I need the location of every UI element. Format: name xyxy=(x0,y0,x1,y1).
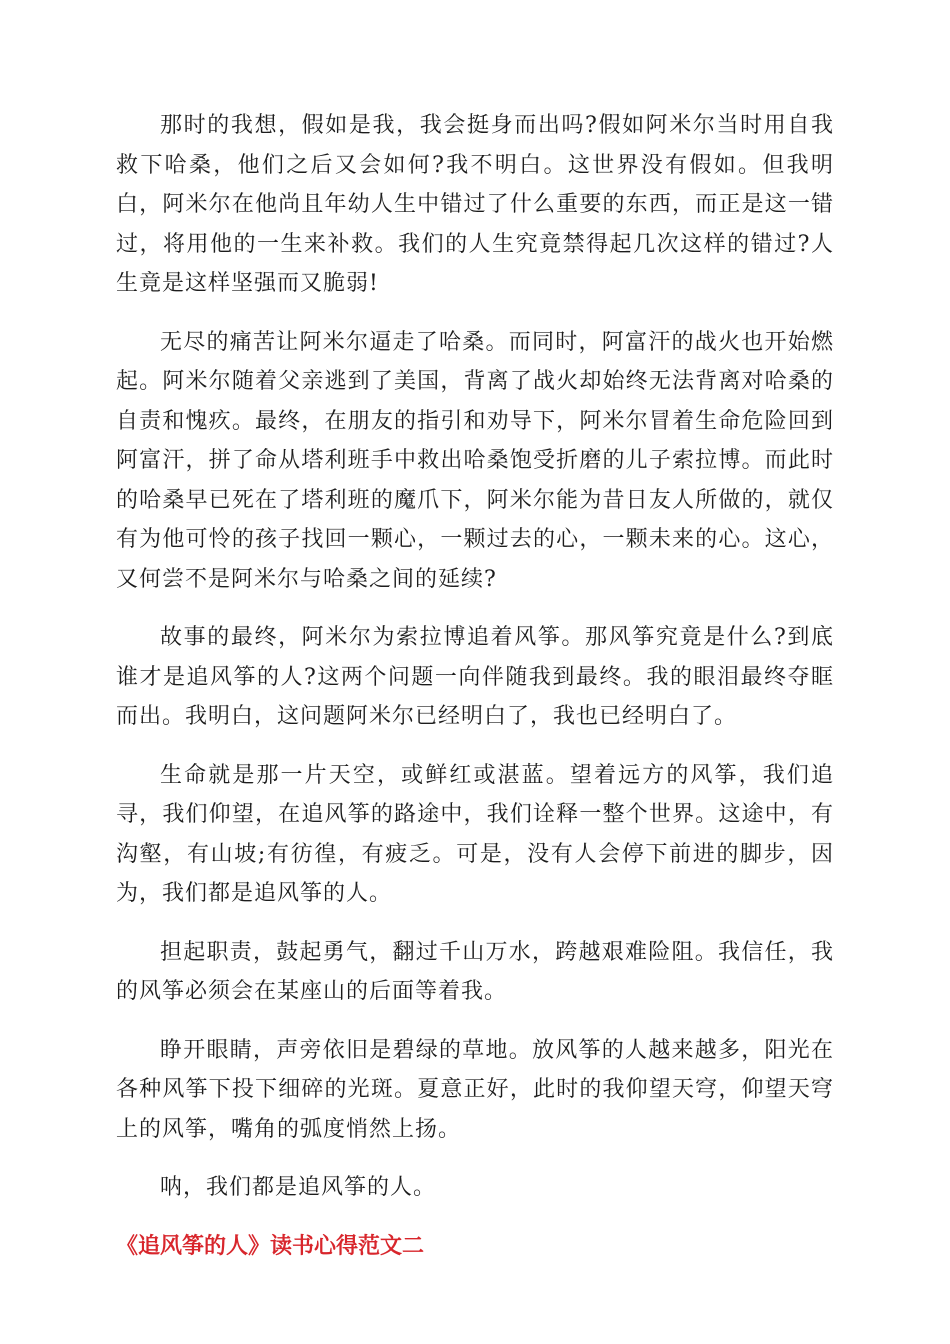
paragraph-2: 无尽的痛苦让阿米尔逼走了哈桑。而同时，阿富汗的战火也开始燃起。阿米尔随着父亲逃到了美国，背离了战火却始终无法背离对哈桑的自责和愧疚。最终，在朋友的指引和劝导下，阿米尔冒着生命危险回到阿富汗，拼了命从塔利班手中救出哈桑饱受折磨的儿子索拉博。而此时的哈桑早已死在了塔利班的魔爪下，阿米尔能为昔日友人所做的，就仅有为他可怜的孩子找回一颗心，一颗过去的心，一颗未来的心。这心，又何尝不是阿米尔与哈桑之间的延续? xyxy=(116,329,834,592)
paragraph-7: 呐，我们都是追风筝的人。 xyxy=(160,1175,437,1200)
paragraph-4: 生命就是那一片天空，或鲜红或湛蓝。望着远方的风筝，我们追寻，我们仰望，在追风筝的路途中，我们诠释一整个世界。这途中，有沟壑，有山坡;有彷徨，有疲乏。可是，没有人会停下前进的脚步，因为，我们都是追风筝的人。 xyxy=(116,762,834,906)
section-heading: 《追风筝的人》读书心得范文二 xyxy=(116,1233,425,1259)
paragraph-3: 故事的最终，阿米尔为索拉博追着风筝。那风筝究竟是什么?到底谁才是追风筝的人?这两个问题一向伴随我到最终。我的眼泪最终夺眶而出。我明白，这问题阿米尔已经明白了，我也已经明白了。 xyxy=(116,625,834,729)
paragraph-1: 那时的我想，假如是我，我会挺身而出吗?假如阿米尔当时用自我救下哈桑，他们之后又会如何?我不明白。这世界没有假如。但我明白，阿米尔在他尚且年幼人生中错过了什么重要的东西，而正是这一错过，将用他的一生来补救。我们的人生究竟禁得起几次这样的错过?人生竟是这样坚强而又脆弱! xyxy=(116,113,834,296)
document-body xyxy=(116,106,834,1266)
paragraph-6: 睁开眼睛，声旁依旧是碧绿的草地。放风筝的人越来越多，阳光在各种风筝下投下细碎的光斑。夏意正好，此时的我仰望天穹，仰望天穹上的风筝，嘴角的弧度悄然上扬。 xyxy=(116,1037,834,1142)
paragraph-5: 担起职责，鼓起勇气，翻过千山万水，跨越艰难险阻。我信任，我的风筝必须会在某座山的后面等着我。 xyxy=(116,939,834,1004)
